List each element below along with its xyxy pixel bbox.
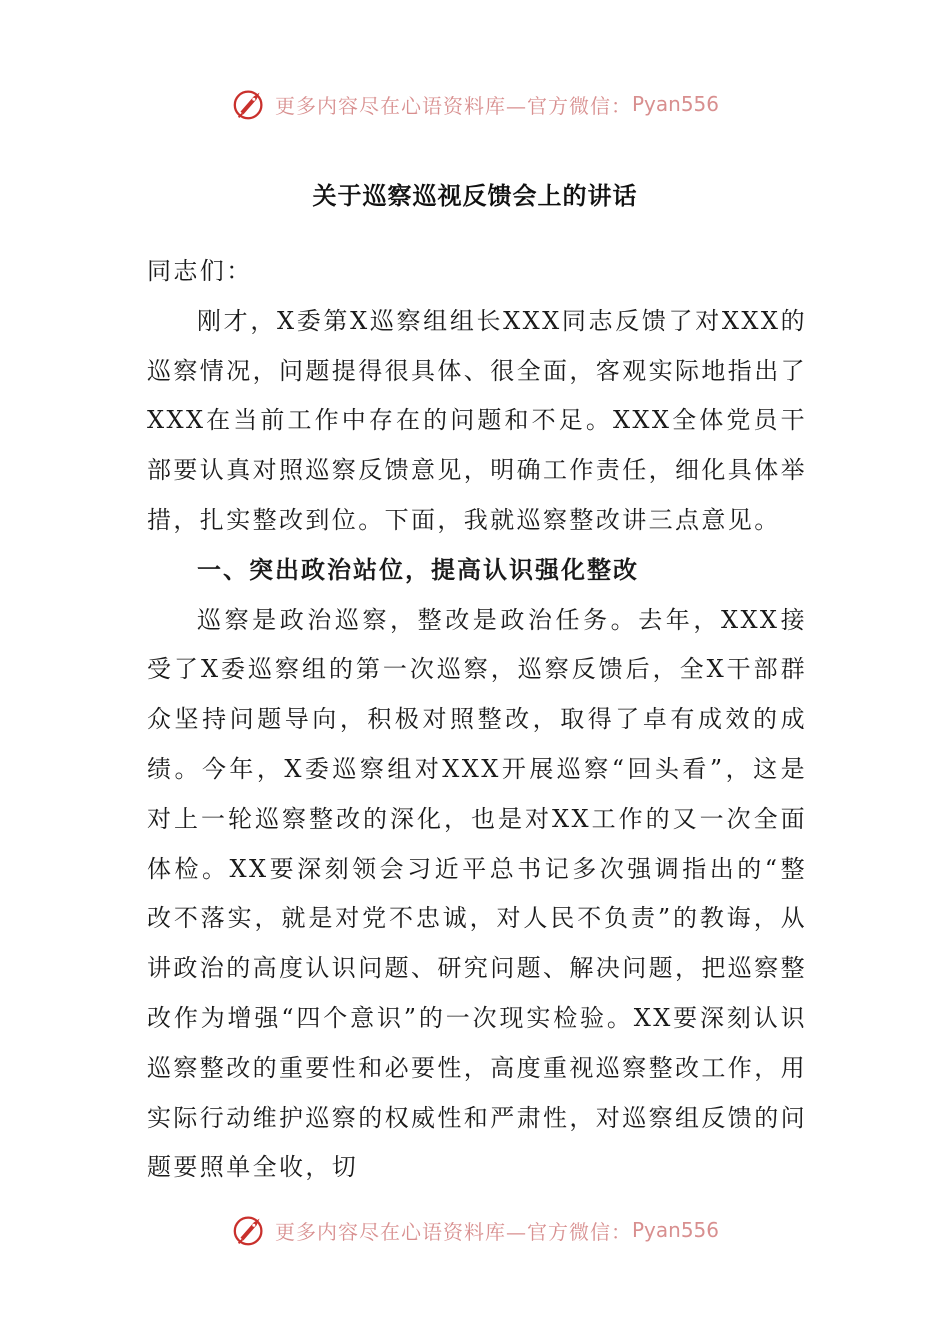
document-body [147,247,807,1193]
paragraph-intro: 刚才，X委第X巡察组组长XXX同志反馈了对XXX的巡察情况，问题提得很具体、很全面，客观实际地指出了XXX在当前工作中存在的问题和不足。XXX全体党员干部要认真对照巡察反馈意见，明确工作责任，细化具体举措，扎实整改到位。下面，我就巡察整改讲三点意见。 [147,306,807,534]
watermark-wechat-id: Pyan556 [631,92,719,116]
document-title: 关于巡察巡视反馈会上的讲话 [312,181,638,210]
watermark-text: 更多内容尽在心语资料库—官方微信： [274,93,632,118]
section-heading-1: 一、突出政治站位，提高认识强化整改 [197,555,639,584]
watermark-banner-bottom [0,1208,950,1252]
watermark-banner-top [0,82,950,126]
watermark-text: 更多内容尽在心语资料库—官方微信： [274,1219,632,1244]
pen-nib-circle-icon [231,85,269,123]
paragraph-section-1: 巡察是政治巡察，整改是政治任务。去年，XXX接受了X委巡察组的第一次巡察，巡察反馈后，全X干部群众坚持问题导向，积极对照整改，取得了卓有成效的成绩。今年，X委巡察组对XXX开展巡察“回头看”，这是对上一轮巡察整改的深化，也是对XX工作的又一次全面体检。XX要深刻领会习近平总书记多次强调指出的“整改不落实，就是对党不忠诚，对人民不负责”的教诲，从讲政治的高度认识问题、研究问题、解决问题，把巡察整改作为增强“四个意识”的一次现实检验。XX要深刻认识巡察整改的重要性和必要性，高度重视巡察整改工作，用实际行动维护巡察的权威性和严肃性，对巡察组反馈的问题要照单全收，切 [147,605,807,1182]
pen-nib-circle-icon [231,1211,269,1249]
salutation: 同志们： [147,257,253,285]
watermark-wechat-id: Pyan556 [631,1218,719,1242]
